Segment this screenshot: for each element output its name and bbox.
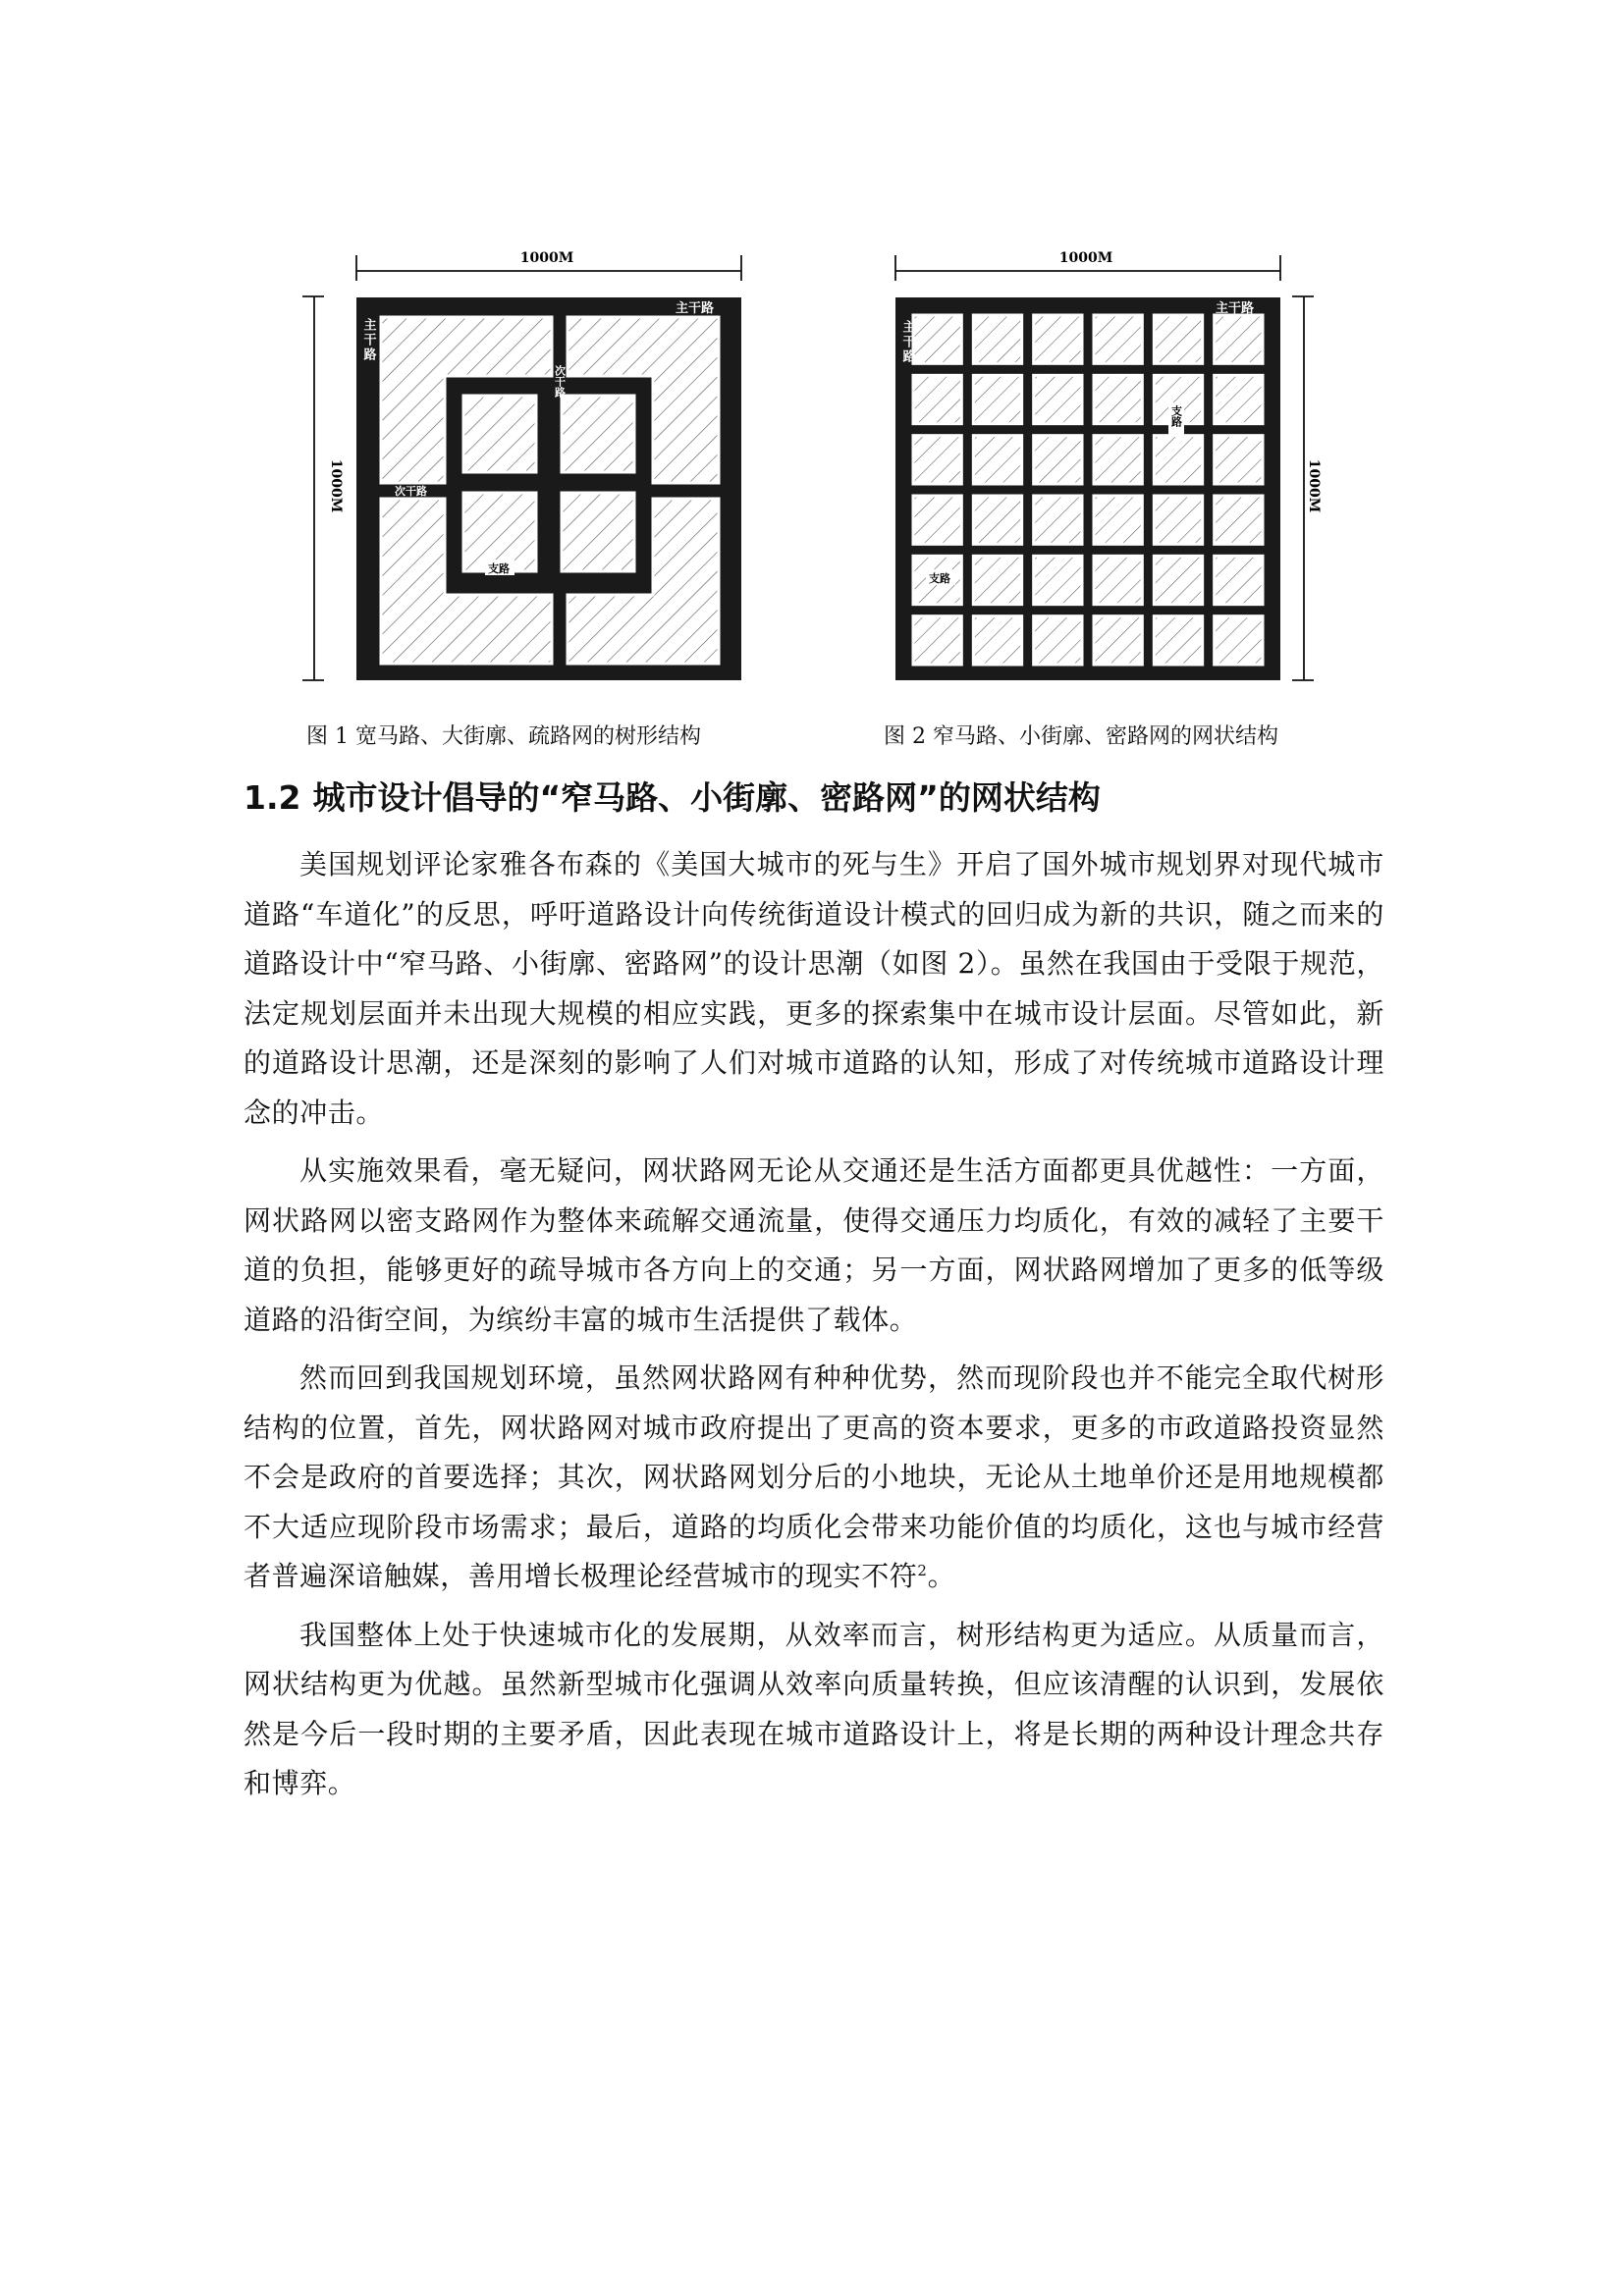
figure-1-tree-structure <box>295 236 766 697</box>
road-label-branch: 支路 <box>929 572 950 585</box>
width-label: 1000M <box>1058 250 1113 266</box>
paragraph <box>244 1354 1384 1602</box>
section-number: 1.2 <box>244 778 301 817</box>
paragraph: 我国整体上处于快速城市化的发展期，从效率而言，树形结构更为适应。从质量而言，网状结构更为优越。虽然新型城市化强调从效率向质量转换，但应该清醒的认识到，发展依然是今后一段时期的主要矛盾，因此表现在城市道路设计上，将是长期的两种设计理念共存和博弈。 <box>244 1618 1384 1799</box>
grid-block <box>913 375 961 423</box>
figure-2-diagram <box>835 236 1322 697</box>
road-label-main-vertical: 主干路 <box>899 320 915 364</box>
road-label-branch: 支路 <box>488 562 510 575</box>
grid-block <box>1154 436 1202 484</box>
grid-block <box>1154 556 1202 604</box>
grid-block <box>1094 496 1142 544</box>
figure-1-caption: 图 1 宽马路、大街廓、疏路网的树形结构 <box>306 724 701 749</box>
grid-block <box>1215 315 1263 363</box>
grid-block <box>1034 315 1082 363</box>
figure-2-grid-structure <box>835 236 1322 697</box>
section-title: 城市设计倡导的“窄马路、小街廓、密路网”的网状结构 <box>312 778 1101 817</box>
grid-block <box>1034 496 1082 544</box>
grid-block <box>1154 616 1202 665</box>
grid-block <box>1154 315 1202 363</box>
grid-block <box>973 496 1021 544</box>
height-label: 1000M <box>328 458 344 513</box>
grid-block <box>1034 556 1082 604</box>
figure-2-caption: 图 2 窄马路、小街廓、密路网的网状结构 <box>884 724 1278 749</box>
grid-block <box>1215 436 1263 484</box>
grid-block <box>973 616 1021 665</box>
paragraph-text: 然而回到我国规划环境，虽然网状路网有种种优势，然而现阶段也并不能完全取代树形结构的位置，首先，网状路网对城市政府提出了更高的资本要求，更多的市政道路投资显然不会是政府的首要选择；其次，网状路网划分后的小地块，无论从土地单价还是用地规模都不大适应现阶段市场需求；最后，道路的均质化会带来功能价值的均质化，这也与城市经营者普遍深谙触媒，善用增长极理论经营城市的现实不符 <box>244 1362 1384 1592</box>
grid-block <box>1094 436 1142 484</box>
grid-block <box>973 436 1021 484</box>
road-label-secondary-vertical: 次干路 <box>553 365 567 398</box>
section-heading <box>244 773 1101 819</box>
paragraph-end-punct: 。 <box>927 1560 956 1592</box>
grid-block <box>1215 375 1263 423</box>
road-label-branch-vertical: 支路 <box>1169 405 1183 427</box>
grid-block <box>1094 315 1142 363</box>
paragraph: 美国规划评论家雅各布森的《美国大城市的死与生》开启了国外城市规划界对现代城市道路“车道化”的反思，呼吁道路设计向传统街道设计模式的回归成为新的共识，随之而来的道路设计中“窄马路、小街廓、密路网”的设计思潮（如图 2）。虽然在我国由于受限于规范，法定规划层面并未出现大规模的相应实践，更多的探索集中在城市设计层面。尽管如此，新的道路设计思潮，还是深刻的影响了人们对城市道路的认知，形成了对传统城市道路设计理念的冲击。 <box>244 848 1384 1129</box>
grid-block <box>1034 375 1082 423</box>
road-label-main-vertical: 主干路 <box>360 318 376 362</box>
grid-block <box>1034 616 1082 665</box>
height-label: 1000M <box>1306 458 1322 513</box>
footnote-ref[interactable]: 2 <box>917 1562 928 1579</box>
grid-block <box>973 375 1021 423</box>
height-dimension-line <box>302 296 324 680</box>
grid-block <box>1154 496 1202 544</box>
figure-1-diagram <box>295 236 766 697</box>
grid-block <box>1215 556 1263 604</box>
grid-block <box>913 315 961 363</box>
grid-block <box>973 556 1021 604</box>
body-text <box>244 840 1384 1818</box>
grid-block <box>1094 556 1142 604</box>
width-label: 1000M <box>519 250 574 266</box>
grid-block <box>1215 616 1263 665</box>
grid-block <box>1094 616 1142 665</box>
grid-block <box>913 436 961 484</box>
grid-block <box>1215 496 1263 544</box>
grid-block <box>1034 436 1082 484</box>
road-label-main: 主干路 <box>1216 301 1255 316</box>
grid-block <box>1094 375 1142 423</box>
road-label-main: 主干路 <box>676 301 715 316</box>
grid-block <box>973 315 1021 363</box>
grid-block <box>913 496 961 544</box>
paragraph: 从实施效果看，毫无疑问，网状路网无论从交通还是生活方面都更具优越性：一方面，网状路网以密支路网作为整体来疏解交通流量，使得交通压力均质化，有效的减轻了主要干道的负担，能够更好的疏导城市各方向上的交通；另一方面，网状路网增加了更多的低等级道路的沿街空间，为缤纷丰富的城市生活提供了载体。 <box>244 1154 1384 1336</box>
grid-block <box>913 616 961 665</box>
road-label-secondary: 次干路 <box>395 485 427 498</box>
